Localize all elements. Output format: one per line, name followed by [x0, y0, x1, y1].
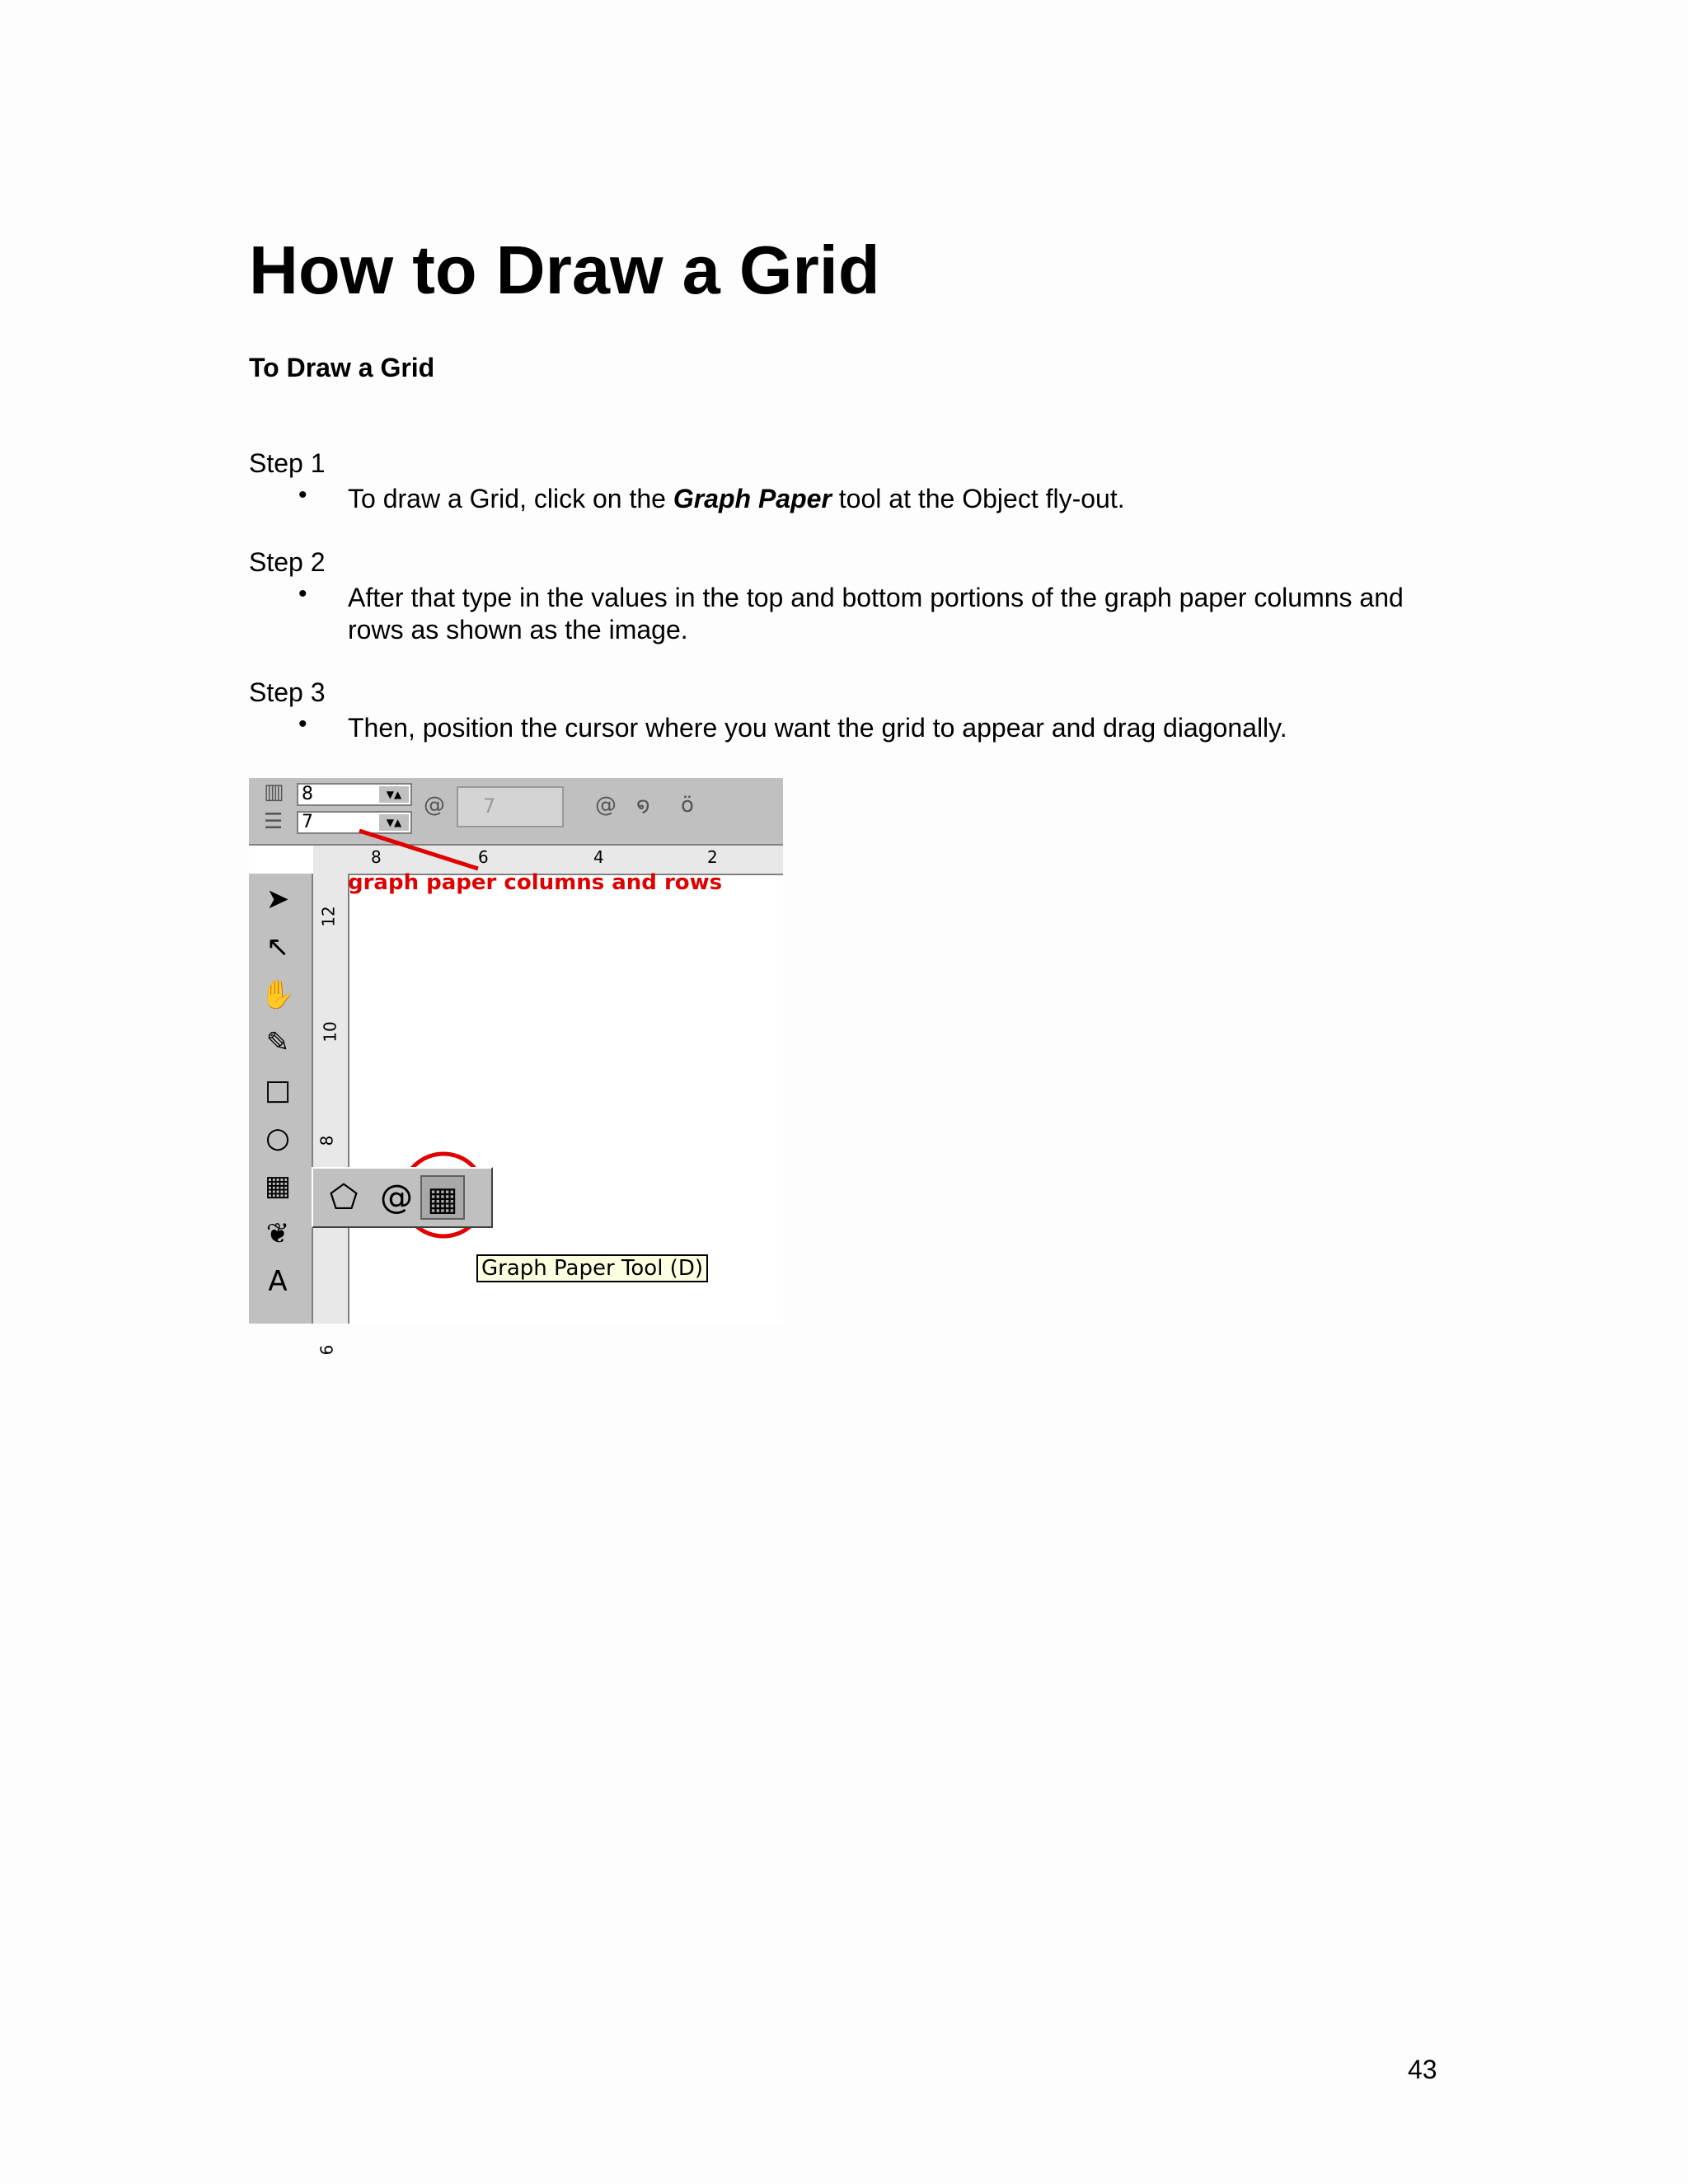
bullet-2: • [298, 580, 307, 607]
graph-paper-tooltip: Graph Paper Tool (D) [476, 1254, 708, 1282]
spiral-tool[interactable]: @ [380, 1179, 413, 1216]
v-ruler-label: 12 [318, 906, 339, 927]
v-ruler-label: 6 [316, 1344, 337, 1356]
columns-icon: ▥ [264, 780, 284, 804]
v-ruler-label: 10 [320, 1021, 340, 1043]
step-1-text-end: tool at the Object fly-out. [831, 484, 1125, 513]
spiral-revolutions-icon: @ [424, 793, 445, 818]
step-1-text [348, 483, 1444, 515]
page-title: How to Draw a Grid [249, 232, 880, 308]
coreldraw-screenshot [249, 778, 783, 1356]
object-flyout [312, 1167, 493, 1228]
graph-paper-emphasis: Graph Paper [673, 484, 832, 513]
v-ruler-label: 8 [316, 1135, 337, 1146]
red-pointer-line [359, 831, 478, 869]
graph-paper-tool[interactable]: ▦ [264, 1169, 292, 1202]
section-subtitle: To Draw a Grid [249, 353, 435, 382]
spiral-revolutions-field[interactable]: 7 [457, 786, 564, 827]
pick-tool[interactable]: ➤ [265, 883, 290, 916]
h-ruler-label: 6 [478, 847, 489, 867]
step-2-label: Step 2 [249, 547, 326, 577]
rows-icon: ☰ [264, 809, 284, 834]
rows-spinner[interactable]: ▼▲ [379, 814, 409, 831]
rectangle-tool[interactable]: □ [264, 1074, 292, 1107]
polygon-tool[interactable]: ⬠ [329, 1179, 359, 1216]
columns-spinner[interactable]: ▼▲ [379, 786, 409, 803]
h-ruler-label: 4 [593, 847, 604, 867]
step-2-text: After that type in the values in the top and bottom portions of the graph paper columns and rows as shown as the image. [348, 583, 1404, 644]
h-ruler-label: 8 [371, 847, 382, 867]
step-3-label: Step 3 [249, 677, 326, 707]
step-3-text: Then, position the cursor where you want the grid to appear and drag diagonally. [348, 713, 1287, 743]
logarithmic-spiral-icon[interactable]: ໑ [636, 793, 650, 818]
annotation-label: graph paper columns and rows [348, 870, 723, 895]
symmetrical-spiral-icon[interactable]: @ [595, 793, 617, 818]
page-number: 43 [1408, 2055, 1437, 2084]
step-1-text-start: To draw a Grid, click on the [348, 484, 673, 513]
hand-tool[interactable]: ✋ [260, 978, 296, 1011]
ellipse-tool[interactable]: ○ [265, 1122, 290, 1155]
freehand-tool[interactable]: ✎ [265, 1026, 290, 1059]
rows-value: 7 [302, 812, 313, 832]
expansion-factor-icon[interactable]: ö [681, 793, 694, 818]
annotation-arrow [249, 778, 783, 1324]
text-tool[interactable]: A [268, 1265, 288, 1298]
shape-tool[interactable]: ↖ [265, 930, 290, 963]
bullet-1: • [298, 481, 307, 509]
columns-value: 8 [302, 784, 313, 804]
bullet-3: • [298, 710, 307, 738]
step-1-label: Step 1 [249, 448, 326, 478]
h-ruler-label: 2 [707, 847, 718, 867]
artistic-media-tool[interactable]: ❦ [265, 1217, 290, 1250]
graph-paper-flyout-tool[interactable]: ▦ [420, 1175, 465, 1220]
